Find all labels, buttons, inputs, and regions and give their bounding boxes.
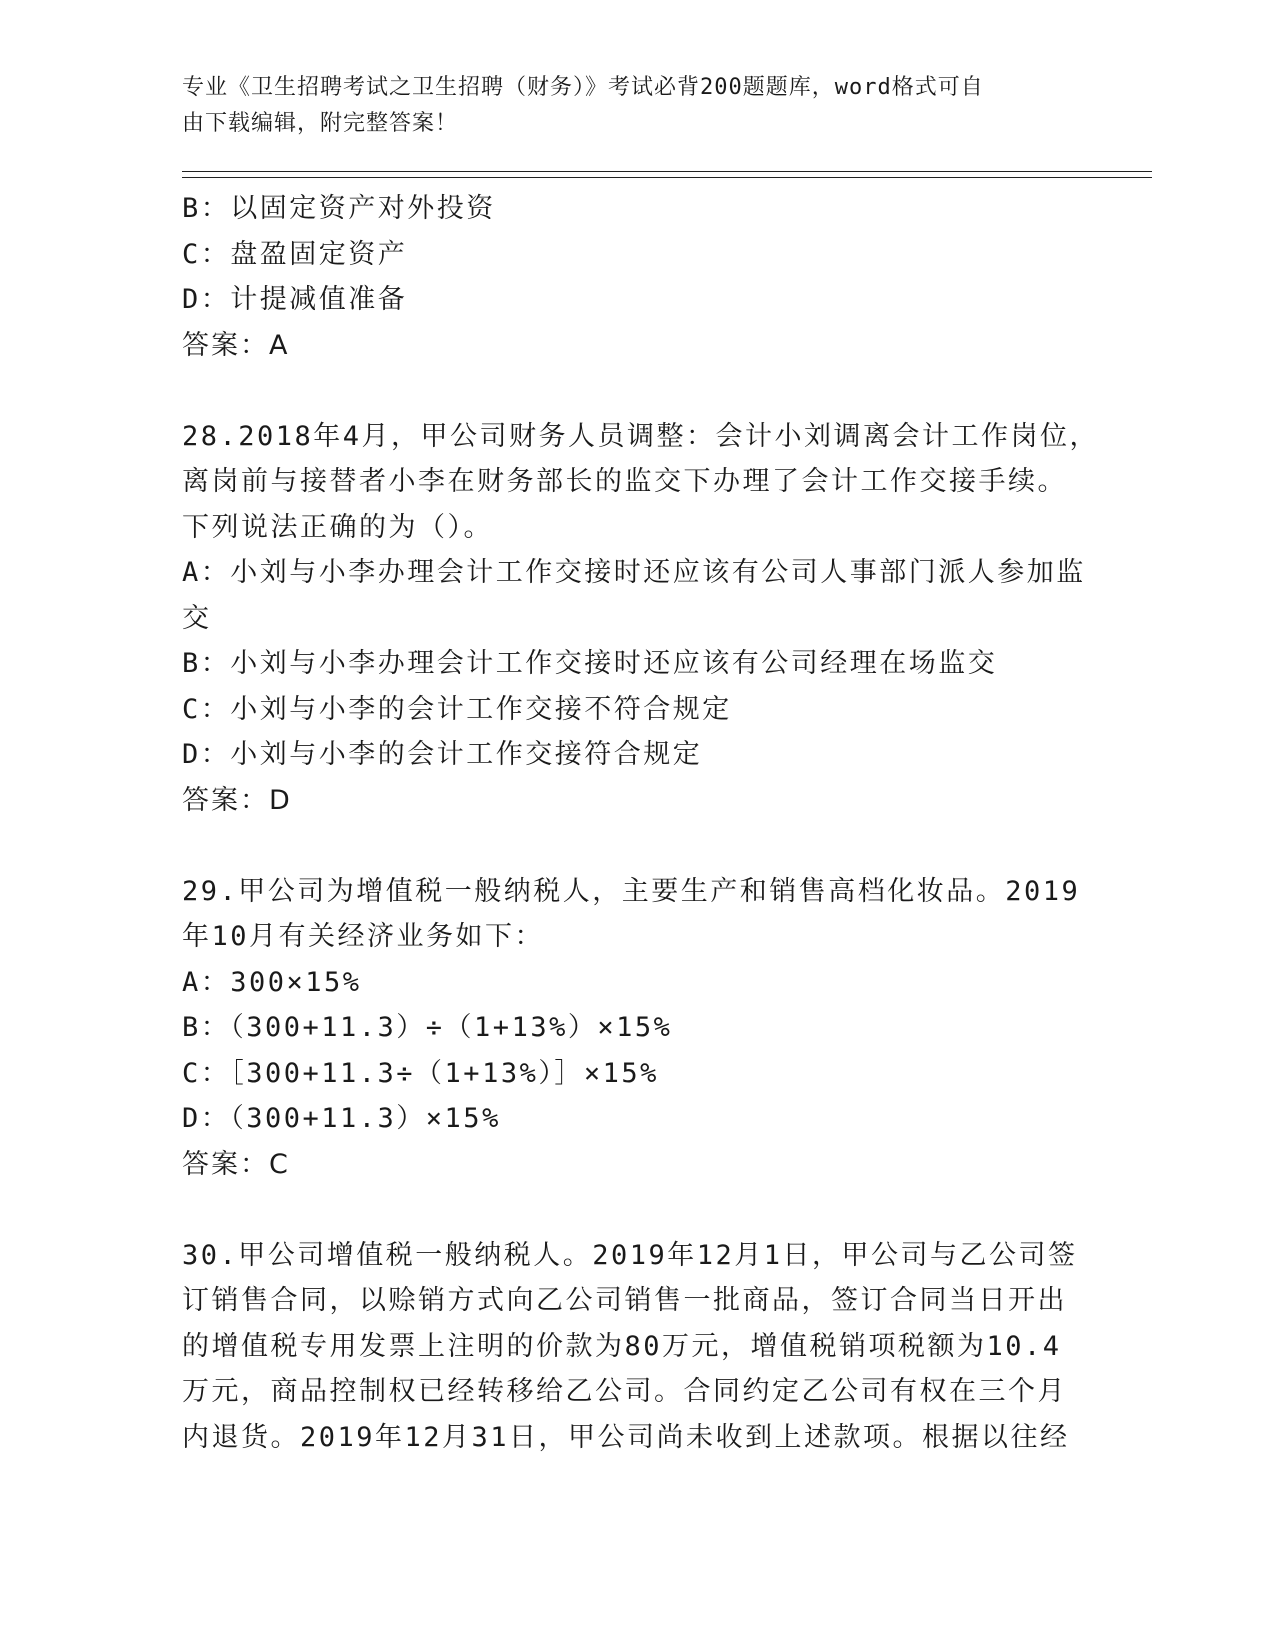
q29-answer: 答案：C xyxy=(182,1148,290,1180)
q30-stem-line-4: 万元，商品控制权已经转移给乙公司。合同约定乙公司有权在三个月 xyxy=(182,1376,1067,1407)
header-divider-bottom xyxy=(182,177,1152,178)
spacer xyxy=(182,1187,1062,1233)
q28-answer: 答案：D xyxy=(182,784,292,816)
q27-option-c: C：盘盈固定资产 xyxy=(182,238,408,270)
question-content xyxy=(182,186,1100,1460)
q29-option-c: C：［300+11.3÷（1+13%）］×15% xyxy=(182,1057,659,1089)
spacer xyxy=(182,368,1062,414)
q28-stem-line-1: 28.2018年4月，甲公司财务人员调整：会计小刘调离会计工作岗位， xyxy=(182,420,1100,452)
q29-option-b: B：（300+11.3）÷（1+13%）×15% xyxy=(182,1012,673,1043)
q29-stem-line-1: 29.甲公司为增值税一般纳税人，主要生产和销售高档化妆品。2019 xyxy=(182,875,1081,907)
q28-option-b: B：小刘与小李办理会计工作交接时还应该有公司经理在场监交 xyxy=(182,648,998,679)
page-header xyxy=(182,70,1062,142)
header-line-1: 专业《卫生招聘考试之卫生招聘（财务）》考试必背200题题库，word格式可自 xyxy=(182,75,984,100)
header-line-2: 由下载编辑，附完整答案！ xyxy=(182,111,459,136)
q29-option-d: D：（300+11.3）×15% xyxy=(182,1103,501,1134)
q30-stem-line-3: 的增值税专用发票上注明的价款为80万元，增值税销项税额为10.4 xyxy=(182,1330,1062,1362)
q27-answer: 答案：A xyxy=(182,329,290,361)
q28-stem-line-3: 下列说法正确的为（）。 xyxy=(182,511,493,543)
q30-stem-line-5: 内退货。2019年12月31日，甲公司尚未收到上述款项。根据以往经 xyxy=(182,1421,1070,1453)
q30-stem-line-1: 30.甲公司增值税一般纳税人。2019年12月1日，甲公司与乙公司签 xyxy=(182,1239,1078,1271)
header-divider-top xyxy=(182,171,1152,172)
q30-stem-line-2: 订销售合同，以赊销方式向乙公司销售一批商品，签订合同当日开出 xyxy=(182,1285,1067,1316)
q27-option-b: B：以固定资产对外投资 xyxy=(182,193,496,224)
q29-option-a: A：300×15% xyxy=(182,966,362,998)
q28-option-a-line-1: A：小刘与小李办理会计工作交接时还应该有公司人事部门派人参加监 xyxy=(182,557,1086,588)
q28-option-c: C：小刘与小李的会计工作交接不符合规定 xyxy=(182,693,732,725)
spacer xyxy=(182,823,1062,869)
q28-option-d: D：小刘与小李的会计工作交接符合规定 xyxy=(182,739,703,770)
q28-stem-line-2: 离岗前与接替者小李在财务部长的监交下办理了会计工作交接手续。 xyxy=(182,466,1067,497)
q27-option-d: D：计提减值准备 xyxy=(182,284,408,315)
q29-stem-line-2: 年10月有关经济业务如下： xyxy=(182,921,545,952)
q28-option-a-line-2: 交 xyxy=(182,602,212,634)
